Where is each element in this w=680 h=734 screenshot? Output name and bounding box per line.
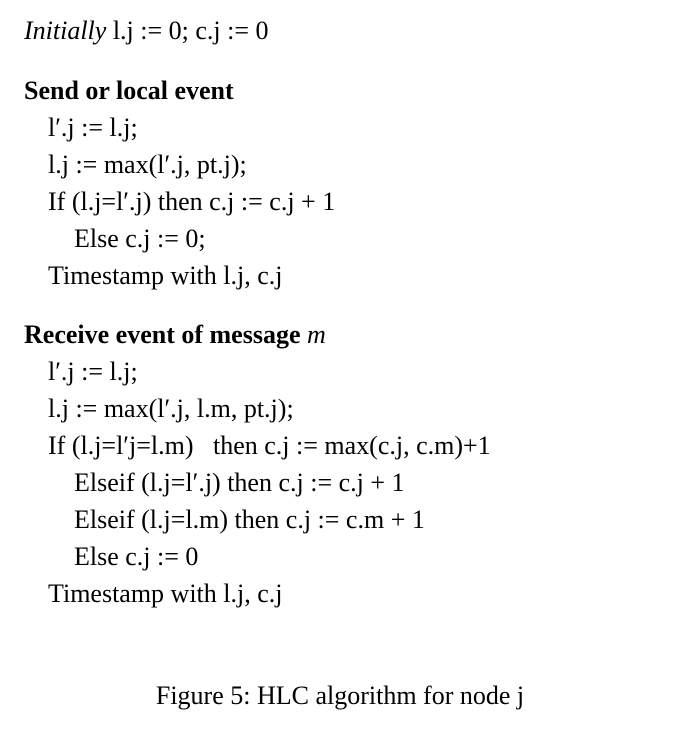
receive-line-4: Elseif (l.j=l′.j) then c.j := c.j + 1 bbox=[74, 468, 405, 497]
receive-line-2: l.j := max(l′.j, l.m, pt.j); bbox=[48, 394, 294, 423]
send-line-4: Else c.j := 0; bbox=[74, 224, 206, 253]
receive-line-5: Elseif (l.j=l.m) then c.j := c.m + 1 bbox=[74, 505, 425, 534]
init-expression: l.j := 0; c.j := 0 bbox=[112, 16, 269, 45]
spacer bbox=[24, 49, 674, 72]
spacer bbox=[24, 294, 674, 316]
receive-line-1: l′.j := l.j; bbox=[48, 357, 138, 386]
send-heading: Send or local event bbox=[24, 76, 234, 105]
send-line-2: l.j := max(l′.j, pt.j); bbox=[48, 150, 247, 179]
algorithm-listing bbox=[24, 12, 674, 612]
send-line-1: l′.j := l.j; bbox=[48, 113, 138, 142]
receive-line-6: Else c.j := 0 bbox=[74, 542, 199, 571]
receive-line-3: If (l.j=l′j=l.m) then c.j := max(c.j, c.m)+1 bbox=[48, 431, 491, 460]
init-line bbox=[24, 12, 674, 49]
figure-caption: Figure 5: HLC algorithm for node j bbox=[155, 681, 525, 710]
receive-heading: Receive event of message bbox=[24, 320, 301, 349]
receive-heading-var: m bbox=[307, 320, 326, 349]
send-line-5: Timestamp with l.j, c.j bbox=[48, 261, 283, 290]
send-line-3: If (l.j=l′.j) then c.j := c.j + 1 bbox=[48, 187, 336, 216]
receive-line-7: Timestamp with l.j, c.j bbox=[48, 579, 283, 608]
init-label: Initially bbox=[24, 16, 107, 45]
receive-heading-line bbox=[24, 316, 674, 353]
